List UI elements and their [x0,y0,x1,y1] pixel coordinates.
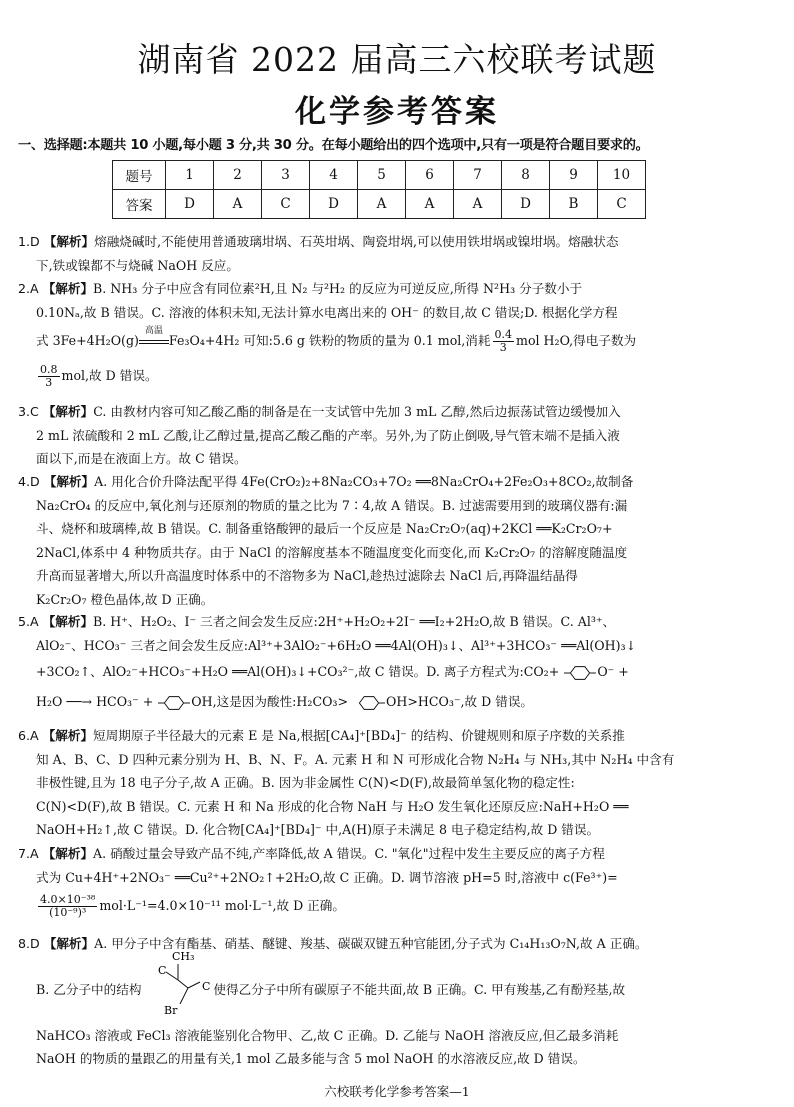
table-cell: B [550,190,598,219]
item-text: 熔融烧碱时,不能使用普通玻璃坩埚、石英坩埚、陶瓷坩埚,可以使用铁坩埚或镍坩埚。熔融状态 [94,234,619,249]
item-text: 升高而显著增大,所以升高温度时体系中的不溶物多为 NaCl,趁热过滤除去 NaCl 后,再降温结晶得 [36,568,578,583]
table-cell: 2 [214,161,262,190]
analysis-tag: 【解析】 [42,614,94,629]
item-text: 非极性键,且为 18 电子分子,故 A 正确。B. 因为非金属性 C(N)<D(F),故最简单氢化物的稳定性: [36,775,575,790]
item-text: 短周期原子半径最大的元素 E 是 Na,根据[CA₄]⁺[BD₄]⁻ 的结构、价键规则和原子序数的关系推 [93,728,625,743]
fraction-denominator: 3 [45,376,53,389]
structure-line [18,956,776,1024]
item-text: 2NaCl,体系中 4 种物质共存。由于 NaCl 的溶解度基本不随温度变化而变化,而 K₂Cr₂O₇ 的溶解度随温度 [36,544,628,560]
analysis-tag: 【解析】 [42,404,94,419]
fraction-numerator: 0.8 [40,363,58,376]
analysis-tag: 【解析】 [43,234,95,249]
fraction-denominator: 3 [499,341,507,354]
item-number: 8.D [18,936,40,951]
table-cell: 7 [454,161,502,190]
analysis-tag: 【解析】 [42,846,94,861]
table-cell: D [310,190,358,219]
struct-ch3: CH₃ [172,950,195,963]
structural-formula-icon [136,948,216,1018]
item-text: 使得乙分子中所有碳原子不能共面,故 B 正确。C. 甲有羧基,乙有酚羟基,故 [213,981,626,997]
item-text: AlO₂⁻、HCO₃⁻ 三者之间会发生反应:Al³⁺+3AlO₂⁻+6H₂O ══4Al(OH)₃↓、Al³⁺+3HCO₃⁻ ══Al(OH)₃↓ [36,637,637,653]
table-cell: 5 [358,161,406,190]
item-number: 4.D [18,474,40,489]
table-cell: 4 [310,161,358,190]
item-text-line [18,358,776,394]
condition-arrow [139,325,169,344]
analysis-tag: 【解析】 [42,281,94,296]
item-text: O⁻ + [597,664,629,679]
fraction [38,364,60,389]
item-text: B. 乙分子中的结构 [36,981,142,997]
page-subtitle: 化学参考答案 [295,94,499,130]
table-cell: 1 [166,161,214,190]
table-cell: 6 [406,161,454,190]
item-number: 6.A [18,728,39,743]
item-text: mol·L⁻¹=4.0×10⁻¹¹ mol·L⁻¹,故 D 正确。 [99,898,345,913]
reaction-condition: 高温 [144,325,163,336]
table-cell: 9 [550,161,598,190]
item-text: A. 甲分子中含有酯基、硝基、醚键、羧基、碳碳双键五种官能团,分子式为 C₁₄H₁₃O₇N,故 A 正确。 [94,936,648,951]
item-text: 式 3Fe+4H₂O(g) [36,333,139,348]
item-number: 3.C [18,404,39,419]
struct-c2: C [202,980,211,993]
equation-line [18,687,776,717]
equation-line [18,324,776,358]
equation-line [18,657,776,687]
item-text: A. 硝酸过量会导致产品不纯,产率降低,故 A 错误。C. "氧化"过程中发生主要反应的离子方程 [93,846,605,861]
fraction-numerator: 0.4 [494,328,512,341]
answer-item-4 [18,470,776,611]
item-text: A. 用化合价升降法配平得 4Fe(CrO₂)₂+8Na₂CO₃+7O₂ ══8Na₂CrO₄+2Fe₂O₃+8CO₂,故制备 [94,474,634,489]
item-text: 面以下,而是在液面上方。故 C 错误。 [36,451,247,466]
fraction [493,329,515,354]
table-row [113,190,646,219]
table-cell: A [214,190,262,219]
table-cell: C [598,190,646,219]
item-text: 斗、烧杯和玻璃棒,故 B 错误。C. 制备重铬酸钾的最后一个反应是 Na₂Cr₂O₇(aq)+2KCl ══K₂Cr₂O₇+ [36,521,613,536]
answer-table [112,160,646,219]
item-text: mol,故 D 错误。 [61,368,158,383]
answer-item-5 [18,610,776,717]
section-heading: 一、选择题:本题共 10 小题,每小题 3 分,共 30 分。在每小题给出的四个选项中,只有一项是符合题目要求的。 [18,138,649,153]
table-cell: 3 [262,161,310,190]
item-text: OH>HCO₃⁻,故 D 错误。 [386,694,534,709]
table-cell: 10 [598,161,646,190]
item-text: B. NH₃ 分子中应含有同位素²H,且 N₂ 与²H₂ 的反应为可逆反应,所得 N²H₃ 分子数小于 [93,281,583,296]
answer-item-8 [18,932,776,1071]
table-cell: 8 [502,161,550,190]
benzene-ring-icon [157,695,191,711]
item-text: NaOH 的物质的量跟乙的用量有关,1 mol 乙最多能与含 5 mol NaOH 的水溶液反应,故 D 错误。 [36,1051,586,1066]
item-number: 1.D [18,234,40,249]
analysis-tag: 【解析】 [43,474,95,489]
equation-line [18,889,776,923]
struct-br: Br [164,1004,178,1017]
item-number: 7.A [18,846,39,861]
fraction [38,894,97,919]
benzene-ring-icon [563,665,597,681]
item-text: K₂Cr₂O₇ 橙色晶体,故 D 正确。 [36,591,214,607]
table-header-cell: 题号 [113,161,166,190]
answer-item-6 [18,724,776,842]
item-text: B. H⁺、H₂O₂、I⁻ 三者之间会发生反应:2H⁺+H₂O₂+2I⁻ ══I₂+2H₂O,故 B 错误。C. Al³⁺、 [93,614,616,629]
item-text: 式为 Cu+4H⁺+2NO₃⁻ ══Cu²⁺+2NO₂↑+2H₂O,故 C 正确。D. 调节溶液 pH=5 时,溶液中 c(Fe³⁺)= [36,869,618,885]
item-text: NaHCO₃ 溶液或 FeCl₃ 溶液能鉴别化合物甲、乙,故 C 正确。D. 乙能与 NaOH 溶液反应,但乙最多消耗 [36,1027,619,1043]
answer-item-7 [18,842,776,923]
item-text: H₂O ──→ HCO₃⁻ + [36,694,154,709]
item-number: 5.A [18,614,39,629]
item-text: mol H₂O,得电子数为 [516,333,637,348]
item-text: NaOH+H₂↑,故 C 错误。D. 化合物[CA₄]⁺[BD₄]⁻ 中,A(H)原子未满足 8 电子稳定结构,故 D 错误。 [36,822,600,837]
item-text: 0.10Nₐ,故 B 错误。C. 溶液的体积未知,无法计算水电离出来的 OH⁻ 的数目,故 C 错误;D. 根据化学方程 [36,304,618,320]
fraction-numerator: 4.0×10⁻³⁸ [40,893,96,906]
answer-item-2 [18,277,776,394]
fraction-denominator: (10⁻⁹)³ [49,906,87,919]
analysis-tag: 【解析】 [42,728,94,743]
item-number: 2.A [18,281,39,296]
item-text: C(N)<D(F),故 B 错误。C. 元素 H 和 Na 形成的化合物 NaH 与 H₂O 发生氧化还原反应:NaH+H₂O ══ [36,798,629,814]
table-header-cell: 答案 [113,190,166,219]
answer-item-3 [18,400,776,471]
table-cell: C [262,190,310,219]
item-text: C. 由教材内容可知乙酸乙酯的制备是在一支试管中先加 3 mL 乙醇,然后边振荡试管边缓慢加入 [93,404,621,419]
item-text: Na₂CrO₄ 的反应中,氧化剂与还原剂的物质的量之比为 7∶4,故 A 错误。B. 过滤需要用到的玻璃仪器有:漏 [36,497,628,513]
table-cell: A [454,190,502,219]
struct-c1: C [158,964,167,977]
item-text: 2 mL 浓硫酸和 2 mL 乙酸,让乙醇过量,提高乙酸乙酯的产率。另外,为了防止倒吸,导气管末端不是插入液 [36,427,620,443]
page-title: 湖南省 2022 届高三六校联考试题 [137,40,657,79]
table-cell: A [406,190,454,219]
item-text: +3CO₂↑、AlO₂⁻+HCO₃⁻+H₂O ══Al(OH)₃↓+CO₃²⁻,故 C 错误。D. 离子方程式为:CO₂+ [36,664,560,679]
item-text: 知 A、B、C、D 四种元素分别为 H、B、N、F。A. 元素 H 和 N 可形成化合物 N₂H₄ 与 NH₃,其中 N₂H₄ 中含有 [36,751,675,767]
table-cell: D [502,190,550,219]
item-text: OH,这是因为酸性:H₂CO₃> [191,694,349,709]
table-cell: A [358,190,406,219]
table-row [113,161,646,190]
benzene-ring-icon [352,695,386,711]
item-text: 下,铁或镍都不与烧碱 NaOH 反应。 [36,257,239,273]
item-text: Fe₃O₄+4H₂ 可知:5.6 g 铁粉的物质的量为 0.1 mol,消耗 [168,333,491,348]
analysis-tag: 【解析】 [43,936,95,951]
page-footer: 六校联考化学参考答案—1 [324,1084,470,1099]
table-cell: D [166,190,214,219]
answer-item-1 [18,230,776,277]
